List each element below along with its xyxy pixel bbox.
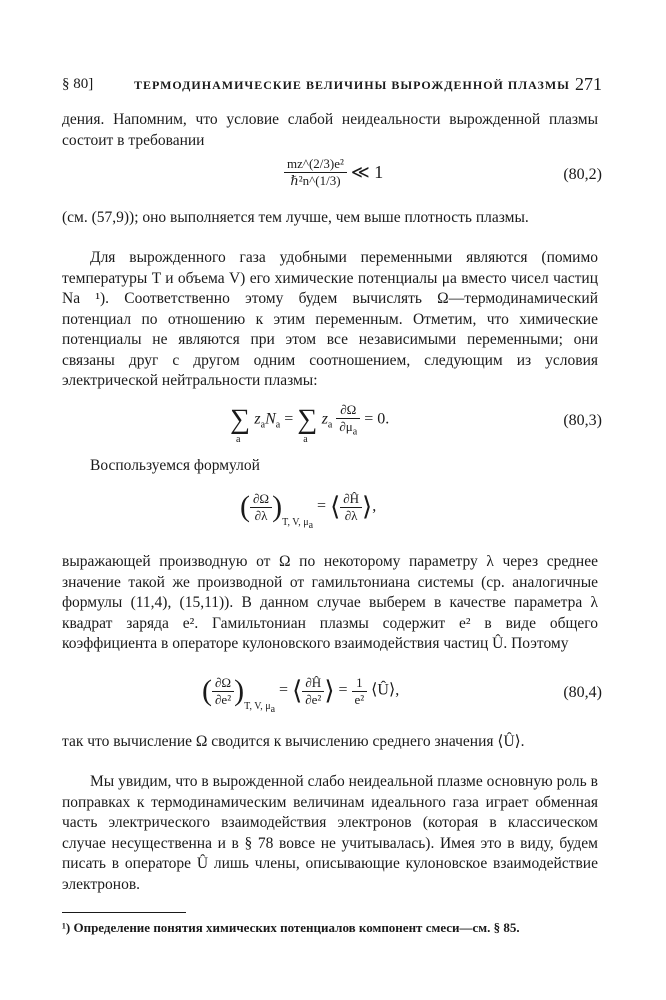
eq-80-2-label: (80,2)	[563, 166, 602, 183]
eq-80-4-label: (80,4)	[563, 684, 602, 701]
eq-80-2-denominator: ℏ²n^(1/3)	[290, 173, 341, 188]
paragraph-7: Мы увидим, что в вырожденной слабо неидеальной плазме основную роль в поправках к термодинамическим величинам идеального газа играет обменная часть электрического взаимодействия электронов (которая в классическом случае несущественна и в § 78 вовсе не учитывалась). Имея это в виду, будем писать в операторе Û лишь члены, описывающие кулоновское взаимодействие электронов.	[62, 773, 598, 893]
eq-80-3-body: $\sum_az_aN_a = \sum_az_a$ $\frac{\partial\Omega}{\partial\mu_a}$ = 0.	[230, 402, 390, 445]
eq-80-2-fraction	[284, 156, 347, 189]
footnote: ¹) Определение понятия химических потенциалов компонент смеси—см. § 85.	[62, 920, 520, 935]
footnote-rule	[62, 912, 186, 913]
section-number: § 80]	[62, 76, 94, 92]
paragraph-1: дения. Напомним, что условие слабой неидеальности вырожденной плазмы состоит в требовании	[62, 111, 598, 149]
paragraph-2: (см. (57,9)); оно выполняется тем лучше, чем выше плотность плазмы.	[62, 209, 529, 226]
eq-80-2-body	[284, 156, 383, 189]
eq-80-2-numerator: mz^(2/3)e²	[284, 156, 347, 173]
eq-80-3-label: (80,3)	[563, 412, 602, 429]
paragraph-5: выражающей производную от Ω по некоторому параметру λ через среднее значение такой же производной от гамильтониана системы (ср. аналогичные формулы (11,4), (15,11)). В данном случае выберем в качестве параметра λ квадрат заряда e². Гамильтониан плазмы содержит e² в виде общего коэффициента в операторе кулоновского взаимодействия частиц Û. Поэтому	[62, 553, 598, 652]
paragraph-6: так что вычисление Ω сводится к вычислению среднего значения ⟨Û⟩.	[62, 733, 525, 750]
page-header	[62, 76, 602, 100]
eq-80-2-relation: ≪ 1	[350, 162, 384, 182]
page-number: 271	[575, 74, 602, 94]
paragraph-4: Воспользуемся формулой	[90, 457, 260, 474]
paragraph-3: Для вырожденного газа удобными переменными являются (помимо температуры T и объема V) его химические потенциалы μa вместо чисел частиц Na ¹). Соответственно этому будем вычислять Ω—термодинамический потенциал по отношению к этим переменным. Отметим, что химические потенциалы не являются при этом все независимыми переменными; они связаны друг с другом одним соотношением, следующим из условия электрической нейтральности плазмы:	[62, 249, 598, 389]
running-title: ТЕРМОДИНАМИЧЕСКИЕ ВЕЛИЧИНЫ ВЫРОЖДЕННОЙ ПЛАЗМЫ	[134, 78, 570, 92]
